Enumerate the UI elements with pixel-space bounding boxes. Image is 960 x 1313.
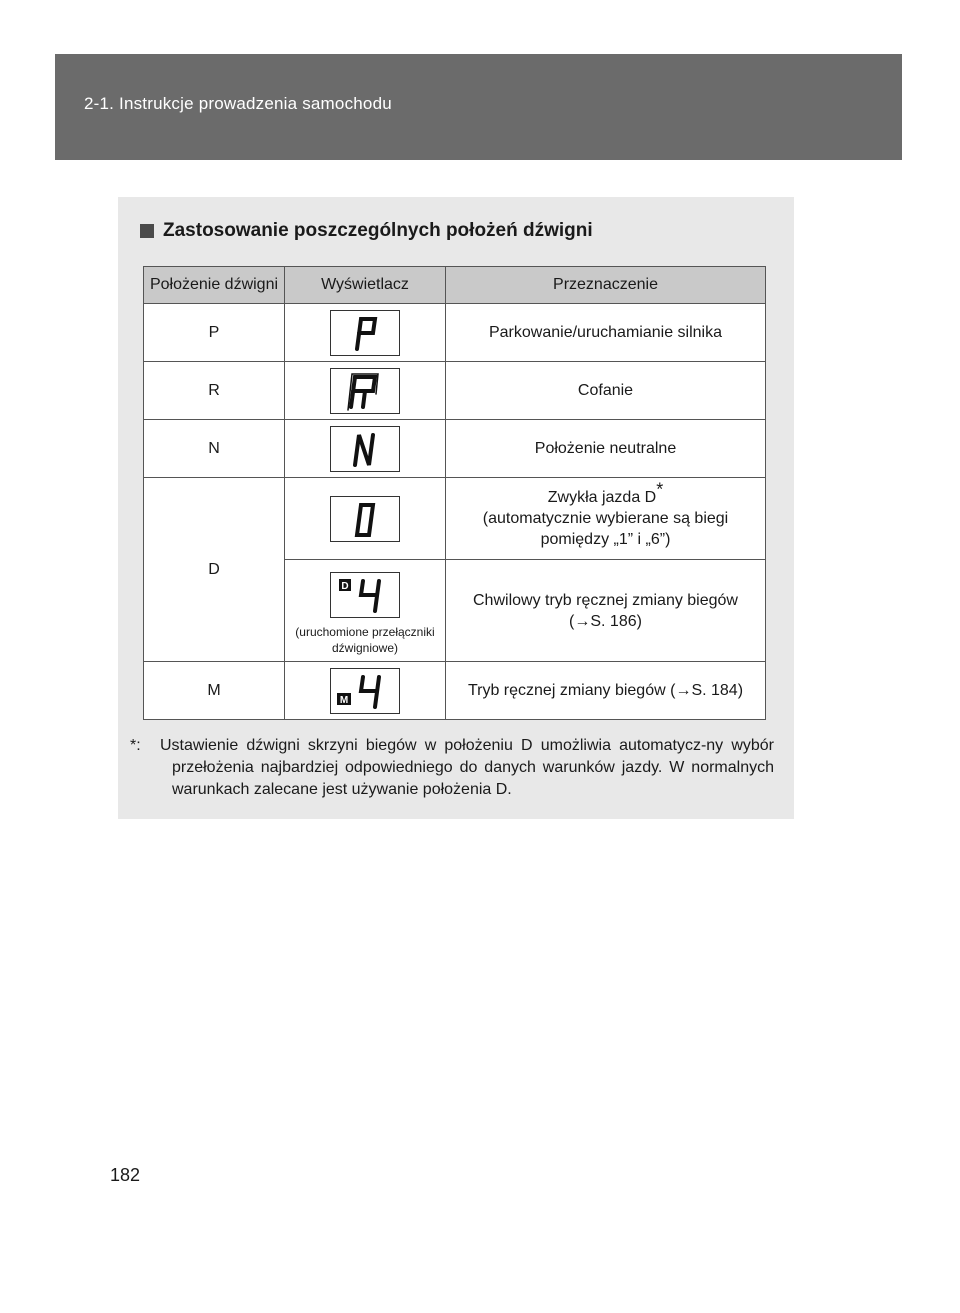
header-purpose: Przeznaczenie	[446, 267, 766, 304]
page-number: 182	[110, 1165, 141, 1185]
lcd-r-icon	[330, 368, 400, 414]
purpose-cell	[446, 478, 766, 560]
position-cell: D	[144, 478, 285, 662]
table-row	[144, 478, 766, 560]
chapter-title: 2-1. Instrukcje prowadzenia samochodu	[84, 94, 392, 113]
header-display: Wyświetlacz	[285, 267, 446, 304]
footnote	[130, 735, 774, 801]
display-cell	[285, 420, 446, 478]
purpose-text: Zwykła jazda D	[547, 489, 657, 506]
position-cell: M	[144, 662, 285, 720]
svg-text:D: D	[341, 580, 349, 592]
display-caption: (uruchomione przełączniki dźwigniowe)	[295, 624, 435, 655]
table-header-row	[144, 267, 766, 304]
footnote-text: Ustawienie dźwigni skrzyni biegów w położeniu D umożliwia automatycz-ny wybór przełożenia najbardziej odpowiedniego do danych warunków jazdy. W normalnych warunkach zalecane jest używanie położenia D.	[160, 737, 774, 798]
info-box	[118, 197, 794, 819]
table-row	[144, 662, 766, 720]
header-position: Położenie dźwigni	[144, 267, 285, 304]
position-cell: R	[144, 362, 285, 420]
lcd-n-icon	[330, 426, 400, 472]
lcd-m4-icon	[330, 668, 400, 714]
display-cell	[285, 478, 446, 560]
svg-text:M: M	[339, 694, 349, 706]
table-row	[144, 420, 766, 478]
purpose-cell	[446, 560, 766, 662]
purpose-cell: Cofanie	[446, 362, 766, 420]
lcd-d-icon	[330, 496, 400, 542]
purpose-cell: Parkowanie/uruchamianie silnika	[446, 304, 766, 362]
footnote-marker: *:	[130, 737, 141, 754]
gear-position-table	[143, 266, 766, 720]
display-cell	[285, 304, 446, 362]
purpose-cell	[446, 662, 766, 720]
lcd-d4-icon	[330, 572, 400, 618]
chapter-header-bar	[55, 54, 902, 160]
purpose-text: Tryb ręcznej zmiany biegów (	[467, 682, 676, 699]
table-row	[144, 362, 766, 420]
footnote-mark: *	[656, 479, 664, 500]
purpose-text: Chwilowy tryb ręcznej zmiany biegów (	[473, 591, 738, 630]
square-bullet-icon	[140, 224, 154, 238]
page-ref: S. 184)	[691, 682, 744, 699]
position-cell: N	[144, 420, 285, 478]
section-title: Zastosowanie poszczególnych położeń dźwigni	[163, 220, 593, 241]
display-cell	[285, 662, 446, 720]
display-cell	[285, 362, 446, 420]
display-cell	[285, 560, 446, 662]
arrow-right-icon: →	[675, 682, 692, 699]
purpose-cell: Położenie neutralne	[446, 420, 766, 478]
position-cell: P	[144, 304, 285, 362]
section-heading	[140, 220, 593, 242]
purpose-text-cont: (automatycznie wybierane są biegi pomiędzy „1” i „6”)	[482, 510, 729, 548]
page-ref: S. 186)	[590, 612, 642, 630]
table-row	[144, 304, 766, 362]
arrow-right-icon: →	[574, 612, 591, 630]
lcd-p-icon	[330, 310, 400, 356]
